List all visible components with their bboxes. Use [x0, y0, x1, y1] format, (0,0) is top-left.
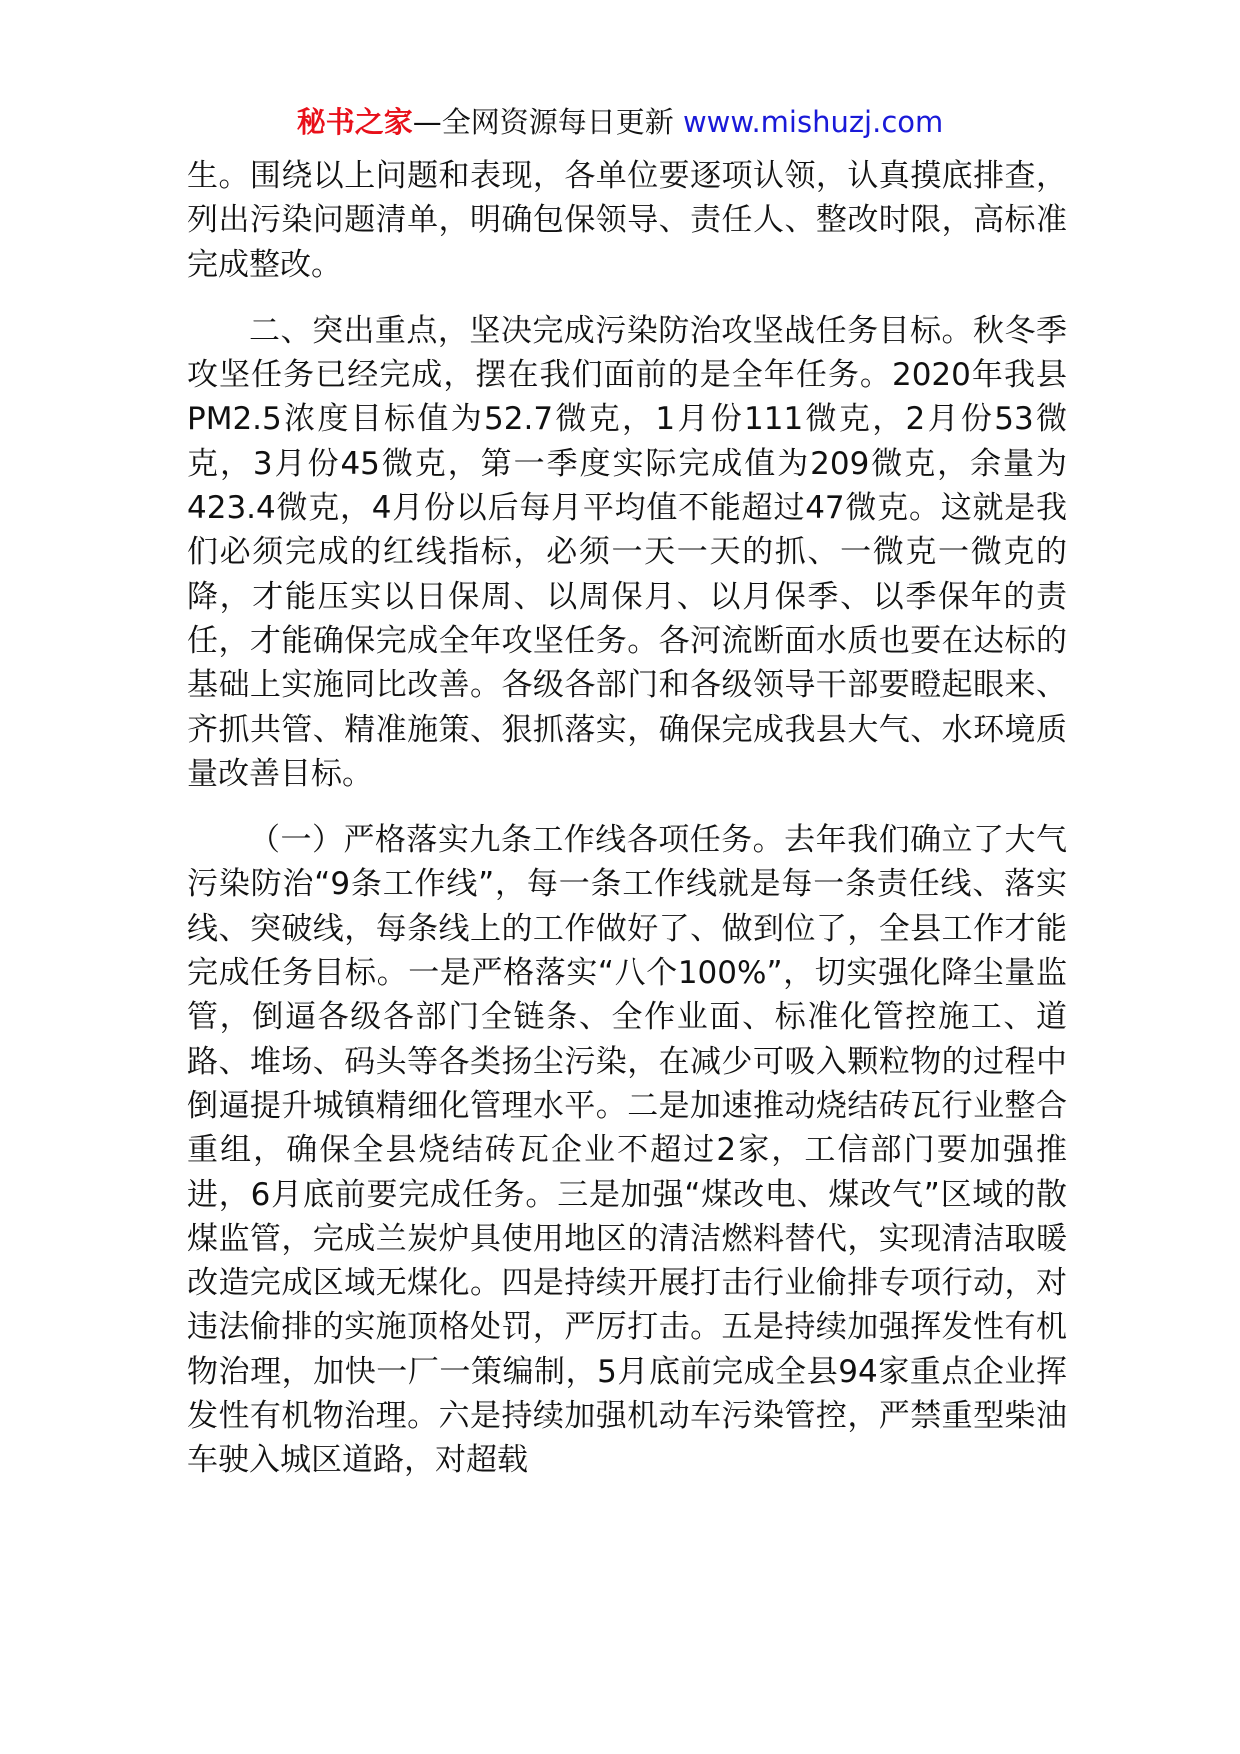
site-url[interactable]: www.mishuzj.com [673, 105, 944, 139]
paragraph-subsection-one: （一）严格落实九条工作线各项任务。去年我们确立了大气污染防治“9条工作线”，每一条工作线就是每一条责任线、落实线、突破线，每条线上的工作做好了、做到位了，全县工作才能完成任务目标。一是严格落实“八个100%”，切实强化降尘量监管，倒逼各级各部门全链条、全作业面、标准化管控施工、道路、堆场、码头等各类扬尘污染，在减少可吸入颗粒物的过程中倒逼提升城镇精细化管理水平。二是加速推动烧结砖瓦行业整合重组，确保全县烧结砖瓦企业不超过2家，工信部门要加强推进，6月底前要完成任务。三是加强“煤改电、煤改气”区域的散煤监管，完成兰炭炉具使用地区的清洁燃料替代，实现清洁取暖改造完成区域无煤化。四是持续开展打击行业偷排专项行动，对违法偷排的实施顶格处罚，严厉打击。五是持续加强挥发性有机物治理，加快一厂一策编制，5月底前完成全县94家重点企业挥发性有机物治理。六是持续加强机动车污染管控，严禁重型柴油车驶入城区道路，对超载 [187, 822, 1067, 1479]
document-body [187, 154, 1067, 1483]
paragraph-continuation: 生。围绕以上问题和表现，各单位要逐项认领，认真摸底排查，列出污染问题清单，明确包保领导、责任人、整改时限，高标准完成整改。 [187, 158, 1067, 283]
header-tagline: —全网资源每日更新 [412, 105, 674, 139]
paragraph-section-two: 二、突出重点，坚决完成污染防治攻坚战任务目标。秋冬季攻坚任务已经完成，摆在我们面前的是全年任务。2020年我县PM2.5浓度目标值为52.7微克，1月份111微克，2月份53微克，3月份45微克，第一季度实际完成值为209微克，余量为423.4微克，4月份以后每月平均值不能超过47微克。这就是我们必须完成的红线指标，必须一天一天的抓、一微克一微克的降，才能压实以日保周、以周保月、以月保季、以季保年的责任，才能确保完成全年攻坚任务。各河流断面水质也要在达标的基础上实施同比改善。各级各部门和各级领导干部要瞪起眼来、齐抓共管、精准施策、狠抓落实，确保完成我县大气、水环境质量改善目标。 [187, 312, 1067, 792]
brand-name: 秘书之家 [296, 105, 413, 139]
page-header [0, 102, 1240, 142]
